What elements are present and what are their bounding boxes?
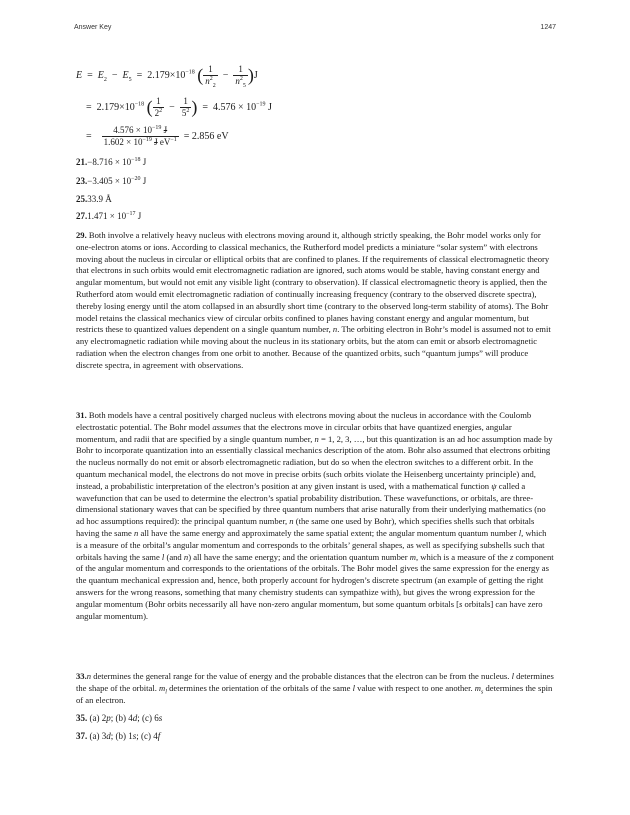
equation-line-3: = $\frac{4.576 \times 10^{-19} J}{1.602 \times 10^{-19} J eV^{-1}}$ = 2.856 eV [86,125,229,147]
fraction: $\frac{4.576 \times 10^{-19} J}{1.602 \times 10^{-19} J eV^{-1}}$ [103,125,177,147]
fraction: $\frac{1}{5^2}$ [181,96,190,118]
answer-33-paragraph: 33.n determines the general range for the value of energy and the probable distances that the electron can be from the nucleus. l determines the shape of the orbital. $m_l$ determines the orientation of the orbitals of the same l value with respect to one another. $m_s$ determines the spin of an electron. [76,671,554,705]
equation-line-1: $E = E_2 - E_5 = 2.179\times 10^{-18}$ ( $\frac{1}{n^2_2}$ − $\frac{1}{n^2_5}$ )J [76,64,258,89]
equation-line-2: = $2.179\times 10^{-18}$ ( $\frac{1}{2^2}$ − $\frac{1}{5^2}$ ) = $4.576 \times 10^{-19}$ J [86,96,272,118]
answer-21: $21.-8.716 \times 10^{-18}$ J [76,157,147,167]
answer-31-paragraph: 31. Both models have a central positively charged nucleus with electrons moving about the nucleus in accordance with the Coulomb electrostatic potential. The Bohr model assumes that the electrons move in circular orbits that have quantized energies, angular momentum, and radii that are specified by a single quantum number, n = 1, 2, 3, …, but this quantization is an ad hoc assumption made by Bohr to incorporate quantization into an essentially classical mechanics description of the atom. Bohr also assumed that electrons orbiting the nucleus normally do not emit or absorb electromagnetic radiation, but do so when the electron switches to a different orbit. In the quantum mechanical model, the electrons do not move in precise orbits (such orbits violate the Heisenberg uncertainty principle) and, instead, a probabilistic interpretation of the electron’s position at any given instant is used, with a mathematical function ψ called a wavefunction that can be used to determine the electron’s spatial probability distribution. These wavefunctions, or orbitals, are three-dimensional stationary waves that can be specified by three quantum numbers that arise naturally from their underlying mathematics (no ad hoc assumptions required): the principal quantum number, n (the same one used by Bohr), which specifies shells such that orbitals having the same n all have the same energy and approximately the same spatial extent; the angular momentum quantum number l, which is a measure of the orbital’s angular momentum and corresponds to the orbitals’ general shapes, as well as specifying subshells such that orbitals having the same l (and n) all have the same energy; and the orientation quantum number m, which is a measure of the z component of the angular momentum and corresponds to the orientations of the orbitals. The Bohr model gives the same expression for the energy as the quantum mechanical expression and, hence, both properly account for hydrogen’s discrete spectrum (an example of getting the right answers for the wrong reasons, something that many chemistry students can sympathize with), but gives the wrong expression for the angular momentum (Bohr orbits necessarily all have non-zero angular momentum, but some quantum orbitals [s orbitals] can have zero angular momentum). [76,410,554,621]
answer-25: 25.33.9 Å [76,194,112,204]
answer-27: $27.1.471 \times 10^{-17}$ J [76,211,142,221]
answer-23: $23.-3.405 \times 10^{-20}$ J [76,176,147,186]
answer-37: 37. (a) 3d; (b) 1s; (c) 4f [76,731,161,741]
fraction: $\frac{1}{2^2}$ [154,96,163,118]
answer-35: 35. (a) 2p; (b) 4d; (c) 6s [76,713,163,723]
fraction: $\frac{1}{n^2_2}$ [205,64,216,89]
running-header-left: Answer Key [74,24,112,31]
fraction: $\frac{1}{n^2_5}$ [235,64,246,89]
answer-29-paragraph: 29. Both involve a relatively heavy nucleus with electrons moving around it, although strictly speaking, the Bohr model works only for one-electron atoms or ions. According to classical mechanics, the Rutherford model predicts a miniature “solar system” with electrons moving about the nucleus in circular or elliptical orbits that are confined to planes. If the requirements of classical electromagnetic theory that electrons in such orbits would emit electromagnetic radiation are ignored, such atoms would be stable, having constant energy and angular momentum, but would not emit any visible light (contrary to observation). If classical electromagnetic theory is applied, then the Rutherford atom would emit electromagnetic radiation of continually increasing frequency (contrary to the observed discrete spectra), thereby losing energy until the atom collapsed in an absurdly short time (contrary to the observed long-term stability of atoms). The Bohr model retains the classical mechanics view of circular orbits confined to planes having constant energy and angular momentum, but restricts these to quantized values dependent on a single quantum number, n. The orbiting electron in Bohr’s model is assumed not to emit any electromagnetic radiation while moving about the nucleus in its stationary orbits, but the atom can emit or absorb electromagnetic radiation when the electron changes from one orbit to another. Because of the quantized orbits, such “quantum jumps” will produce discrete spectra, in agreement with observations. [76,230,551,370]
page-number: 1247 [540,24,556,31]
